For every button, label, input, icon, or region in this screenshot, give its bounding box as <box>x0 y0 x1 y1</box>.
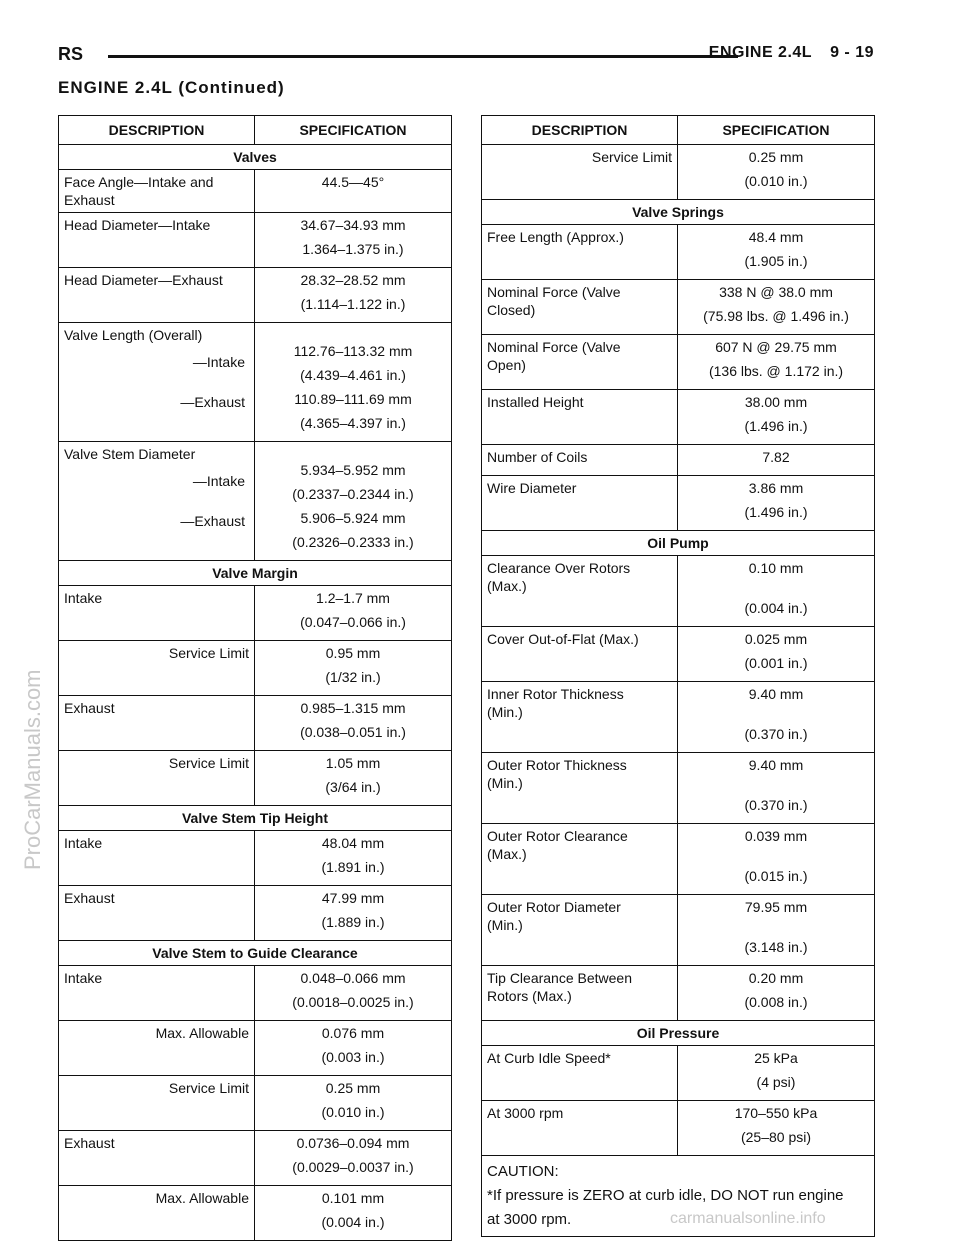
specification-text: (1.496 in.) <box>744 504 808 520</box>
description-cell <box>59 641 255 696</box>
specification-text: 0.048–0.066 mm <box>300 970 406 986</box>
description-text: Outer Rotor Diameter <box>487 899 621 915</box>
specification-text: 0.025 mm <box>744 631 808 647</box>
description-cell <box>482 682 678 753</box>
description-text: Service Limit <box>168 755 249 771</box>
column-header-specification: SPECIFICATION <box>255 116 452 145</box>
specification-text: 9.40 mm <box>748 686 804 702</box>
description-cell <box>59 170 255 213</box>
table-row <box>482 476 875 531</box>
specification-cell <box>678 390 875 445</box>
specification-text: 25 kPa <box>754 1050 798 1066</box>
specification-cell <box>678 556 875 627</box>
description-cell <box>59 966 255 1021</box>
table-row <box>59 213 452 268</box>
table-row <box>482 390 875 445</box>
specification-text: 1.364–1.375 in.) <box>302 241 404 257</box>
specification-text: 0.10 mm <box>748 560 804 576</box>
description-cell <box>482 556 678 627</box>
description-cell <box>59 586 255 641</box>
specification-cell <box>678 1101 875 1156</box>
specification-text: (0.047–0.066 in.) <box>300 614 406 630</box>
table-row <box>59 1131 452 1186</box>
description-cell <box>482 280 678 335</box>
page-number: 9 - 19 <box>830 44 874 61</box>
specification-text: 607 N @ 29.75 mm <box>715 339 837 355</box>
specification-text: (0.0018–0.0025 in.) <box>292 994 414 1010</box>
specification-cell <box>255 751 452 806</box>
specification-text: 0.076 mm <box>321 1025 385 1041</box>
caution-note <box>482 1156 875 1237</box>
description-cell <box>482 145 678 200</box>
table-row <box>59 886 452 941</box>
header-section-code: RS <box>58 44 84 64</box>
section-row <box>482 1021 875 1046</box>
section-heading: Oil Pressure <box>482 1021 875 1046</box>
specification-text: 9.40 mm <box>748 757 804 773</box>
specification-text: 0.25 mm <box>325 1080 381 1096</box>
description-cell <box>482 476 678 531</box>
description-text: Service Limit <box>168 1080 249 1096</box>
header-title <box>709 44 874 62</box>
specification-text: (0.010 in.) <box>744 173 808 189</box>
specification-cell <box>255 170 452 213</box>
specification-text: 0.20 mm <box>748 970 804 986</box>
section-row <box>59 145 452 170</box>
table-row <box>482 824 875 895</box>
specification-cell <box>678 682 875 753</box>
specification-cell <box>255 268 452 323</box>
description-text: (Min.) <box>487 917 523 933</box>
description-subitem: —Intake <box>192 354 245 370</box>
description-cell <box>59 323 255 442</box>
specification-text: (1.114–1.122 in.) <box>300 296 406 312</box>
table-row <box>59 442 452 561</box>
description-text: Face Angle—Intake and <box>64 174 214 190</box>
specification-text: 5.934–5.952 mm <box>300 462 406 478</box>
specification-text: 34.67–34.93 mm <box>300 217 406 233</box>
description-cell <box>59 751 255 806</box>
specification-cell <box>678 145 875 200</box>
specification-text: (0.370 in.) <box>744 726 808 742</box>
note-line: *If pressure is ZERO at curb idle, DO NOT run engine <box>487 1187 844 1204</box>
specification-text: 110.89–111.69 mm <box>294 391 412 407</box>
specification-text: 48.4 mm <box>748 229 804 245</box>
section-heading: Valve Margin <box>59 561 452 586</box>
specification-text: (0.0029–0.0037 in.) <box>292 1159 414 1175</box>
specification-text: (0.004 in.) <box>744 600 808 616</box>
specification-text: 0.101 mm <box>321 1190 385 1206</box>
table-row <box>482 627 875 682</box>
header-title-text: ENGINE 2.4L <box>708 44 813 61</box>
description-cell <box>59 831 255 886</box>
spec-table-right <box>481 115 875 1237</box>
description-cell <box>482 1101 678 1156</box>
section-heading: Valve Springs <box>482 200 875 225</box>
specification-text: 0.0736–0.094 mm <box>296 1135 410 1151</box>
description-text: (Min.) <box>487 704 523 720</box>
specification-text: (3/64 in.) <box>325 779 381 795</box>
description-cell <box>482 895 678 966</box>
specification-text: (4.439–4.461 in.) <box>300 367 406 383</box>
specification-text <box>682 709 870 719</box>
specification-text: (0.001 in.) <box>744 655 808 671</box>
description-text: Outer Rotor Thickness <box>487 757 627 773</box>
specification-text: (1/32 in.) <box>325 669 381 685</box>
specification-text: 3.86 mm <box>748 480 804 496</box>
description-text: Exhaust <box>64 700 115 716</box>
table-row <box>59 1186 452 1241</box>
side-watermark: ProCarManuals.com <box>20 669 45 870</box>
description-cell <box>482 445 678 476</box>
description-text: Free Length (Approx.) <box>487 229 624 245</box>
description-text: Number of Coils <box>487 449 588 465</box>
specification-cell <box>678 753 875 824</box>
description-subitem: —Intake <box>192 473 245 489</box>
description-cell <box>59 442 255 561</box>
description-text: Inner Rotor Thickness <box>487 686 624 702</box>
specification-cell <box>255 1186 452 1241</box>
specification-text <box>682 851 870 861</box>
table-row <box>59 1021 452 1076</box>
description-cell <box>59 1076 255 1131</box>
specification-cell <box>255 1131 452 1186</box>
description-text: At 3000 rpm <box>487 1105 564 1121</box>
specification-cell <box>255 442 452 561</box>
specification-text: 1.05 mm <box>325 755 381 771</box>
description-cell <box>59 696 255 751</box>
description-text: Head Diameter—Exhaust <box>64 272 223 288</box>
description-cell <box>59 1021 255 1076</box>
specification-text <box>259 445 447 455</box>
description-text: Exhaust <box>64 890 115 906</box>
specification-text: (0.008 in.) <box>744 994 808 1010</box>
specification-text: 5.906–5.924 mm <box>300 510 406 526</box>
table-row <box>59 170 452 213</box>
description-text: Rotors (Max.) <box>487 988 572 1004</box>
description-text: Exhaust <box>64 1135 115 1151</box>
table-header-row <box>482 116 875 145</box>
description-text: Valve Stem Diameter <box>64 446 196 462</box>
description-text: (Max.) <box>487 846 527 862</box>
specification-text: (0.010 in.) <box>321 1104 385 1120</box>
section-row <box>482 531 875 556</box>
table-row <box>482 445 875 476</box>
description-text: Head Diameter—Intake <box>64 217 211 233</box>
specification-text <box>682 780 870 790</box>
specification-cell <box>678 280 875 335</box>
description-subitem: —Exhaust <box>180 513 245 529</box>
specification-cell <box>255 586 452 641</box>
description-cell <box>482 824 678 895</box>
table-row <box>482 682 875 753</box>
table-row <box>482 1101 875 1156</box>
specification-text: 7.82 <box>762 449 790 465</box>
specification-text: (1.905 in.) <box>744 253 808 269</box>
table-row <box>482 335 875 390</box>
description-text: Service Limit <box>591 149 672 165</box>
table-row <box>59 641 452 696</box>
header-rule <box>108 55 738 58</box>
specification-text: 28.32–28.52 mm <box>300 272 406 288</box>
table-row <box>59 966 452 1021</box>
specification-text: (136 lbs. @ 1.172 in.) <box>708 363 844 379</box>
specification-text: 0.039 mm <box>744 828 808 844</box>
description-cell <box>59 1131 255 1186</box>
specification-text: 47.99 mm <box>321 890 385 906</box>
specification-cell <box>255 323 452 442</box>
table-row <box>482 225 875 280</box>
note-line: at 3000 rpm. <box>487 1211 572 1228</box>
table-row <box>59 751 452 806</box>
specification-text: 170–550 kPa <box>734 1105 818 1121</box>
column-header-description: DESCRIPTION <box>59 116 255 145</box>
section-heading: Oil Pump <box>482 531 875 556</box>
table-row <box>59 1076 452 1131</box>
specification-cell <box>255 696 452 751</box>
section-heading: Valve Stem to Guide Clearance <box>59 941 452 966</box>
specification-cell <box>678 895 875 966</box>
table-row <box>482 280 875 335</box>
continued-heading: ENGINE 2.4L (Continued) <box>58 78 285 97</box>
description-text: Open) <box>487 357 526 373</box>
specification-cell <box>678 966 875 1021</box>
description-text: Valve Length (Overall) <box>64 327 203 343</box>
table-row <box>59 696 452 751</box>
specification-text: (0.038–0.051 in.) <box>300 724 406 740</box>
specification-cell <box>678 225 875 280</box>
table-row <box>59 586 452 641</box>
specification-text: 0.95 mm <box>325 645 381 661</box>
section-row <box>59 561 452 586</box>
table-row <box>482 895 875 966</box>
specification-text: 0.985–1.315 mm <box>300 700 406 716</box>
specification-cell <box>678 627 875 682</box>
description-text: Intake <box>64 970 103 986</box>
table-header-row <box>59 116 452 145</box>
specification-text: (0.004 in.) <box>321 1214 385 1230</box>
description-cell <box>482 335 678 390</box>
section-heading: Valves <box>59 145 452 170</box>
description-text: Nominal Force (Valve <box>487 339 621 355</box>
table-row <box>482 966 875 1021</box>
description-cell <box>482 966 678 1021</box>
specification-text: (1.496 in.) <box>744 418 808 434</box>
specification-text: 338 N @ 38.0 mm <box>719 284 833 300</box>
specification-text: 0.25 mm <box>748 149 804 165</box>
specification-text: (4 psi) <box>756 1074 796 1090</box>
description-cell <box>482 753 678 824</box>
specification-cell <box>678 824 875 895</box>
description-text: At Curb Idle Speed* <box>487 1050 611 1066</box>
description-text: (Max.) <box>487 578 527 594</box>
description-text: Wire Diameter <box>487 480 577 496</box>
specification-cell <box>255 213 452 268</box>
description-text: Closed) <box>487 302 536 318</box>
description-cell <box>482 225 678 280</box>
table-row <box>482 753 875 824</box>
description-text: Outer Rotor Clearance <box>487 828 628 844</box>
column-header-description: DESCRIPTION <box>482 116 678 145</box>
description-text: Max. Allowable <box>155 1190 249 1206</box>
specification-cell <box>255 641 452 696</box>
spec-table-left <box>58 115 452 1241</box>
description-cell <box>59 213 255 268</box>
table-row <box>59 831 452 886</box>
description-cell <box>59 886 255 941</box>
description-text: (Min.) <box>487 775 523 791</box>
specification-text: (75.98 lbs. @ 1.496 in.) <box>703 308 849 324</box>
specification-text: (4.365–4.397 in.) <box>300 415 406 431</box>
specification-cell <box>255 1076 452 1131</box>
specification-text: (0.2326–0.2333 in.) <box>292 534 414 550</box>
description-text: Installed Height <box>487 394 584 410</box>
description-text: Exhaust <box>64 192 115 208</box>
description-cell <box>59 1186 255 1241</box>
specification-cell <box>255 886 452 941</box>
specification-text: 44.5—45° <box>321 174 385 190</box>
description-text: Nominal Force (Valve <box>487 284 621 300</box>
specification-cell <box>678 445 875 476</box>
specification-text: (0.370 in.) <box>744 797 808 813</box>
description-text: Tip Clearance Between <box>487 970 633 986</box>
table-row <box>482 1046 875 1101</box>
description-text: Cover Out-of-Flat (Max.) <box>487 631 639 647</box>
section-row <box>59 806 452 831</box>
specification-text: (25–80 psi) <box>740 1129 812 1145</box>
table-row <box>59 323 452 442</box>
specification-text: (0.003 in.) <box>321 1049 385 1065</box>
specification-cell <box>678 335 875 390</box>
description-cell <box>482 390 678 445</box>
specification-text <box>682 922 870 932</box>
specification-text: 1.2–1.7 mm <box>316 590 390 606</box>
section-heading: Valve Stem Tip Height <box>59 806 452 831</box>
specification-text: (1.891 in.) <box>321 859 385 875</box>
column-header-specification: SPECIFICATION <box>678 116 875 145</box>
description-text: Max. Allowable <box>155 1025 249 1041</box>
specification-cell <box>678 476 875 531</box>
specification-cell <box>678 1046 875 1101</box>
note-line: CAUTION: <box>487 1163 559 1180</box>
table-row <box>482 556 875 627</box>
table-row <box>482 145 875 200</box>
specification-cell <box>255 966 452 1021</box>
specification-text: 79.95 mm <box>744 899 808 915</box>
specification-text: (3.148 in.) <box>744 939 808 955</box>
specification-text: 38.00 mm <box>744 394 808 410</box>
specification-text: (1.889 in.) <box>321 914 385 930</box>
description-text: Intake <box>64 835 103 851</box>
description-subitem: —Exhaust <box>180 394 245 410</box>
specification-text: (0.2337–0.2344 in.) <box>292 486 414 502</box>
description-cell <box>482 627 678 682</box>
specification-text: 112.76–113.32 mm <box>293 343 413 359</box>
table-row <box>59 268 452 323</box>
caution-note-row <box>482 1156 875 1237</box>
specification-text: 48.04 mm <box>321 835 385 851</box>
description-cell <box>482 1046 678 1101</box>
description-text: Clearance Over Rotors <box>487 560 631 576</box>
section-row <box>482 200 875 225</box>
specification-cell <box>255 1021 452 1076</box>
description-text: Service Limit <box>168 645 249 661</box>
description-cell <box>59 268 255 323</box>
specification-text <box>682 583 870 593</box>
specification-text <box>259 326 447 336</box>
specification-cell <box>255 831 452 886</box>
description-text: Intake <box>64 590 103 606</box>
section-row <box>59 941 452 966</box>
bottom-watermark: carmanualsonline.info <box>670 1210 826 1227</box>
specification-text: (0.015 in.) <box>744 868 808 884</box>
